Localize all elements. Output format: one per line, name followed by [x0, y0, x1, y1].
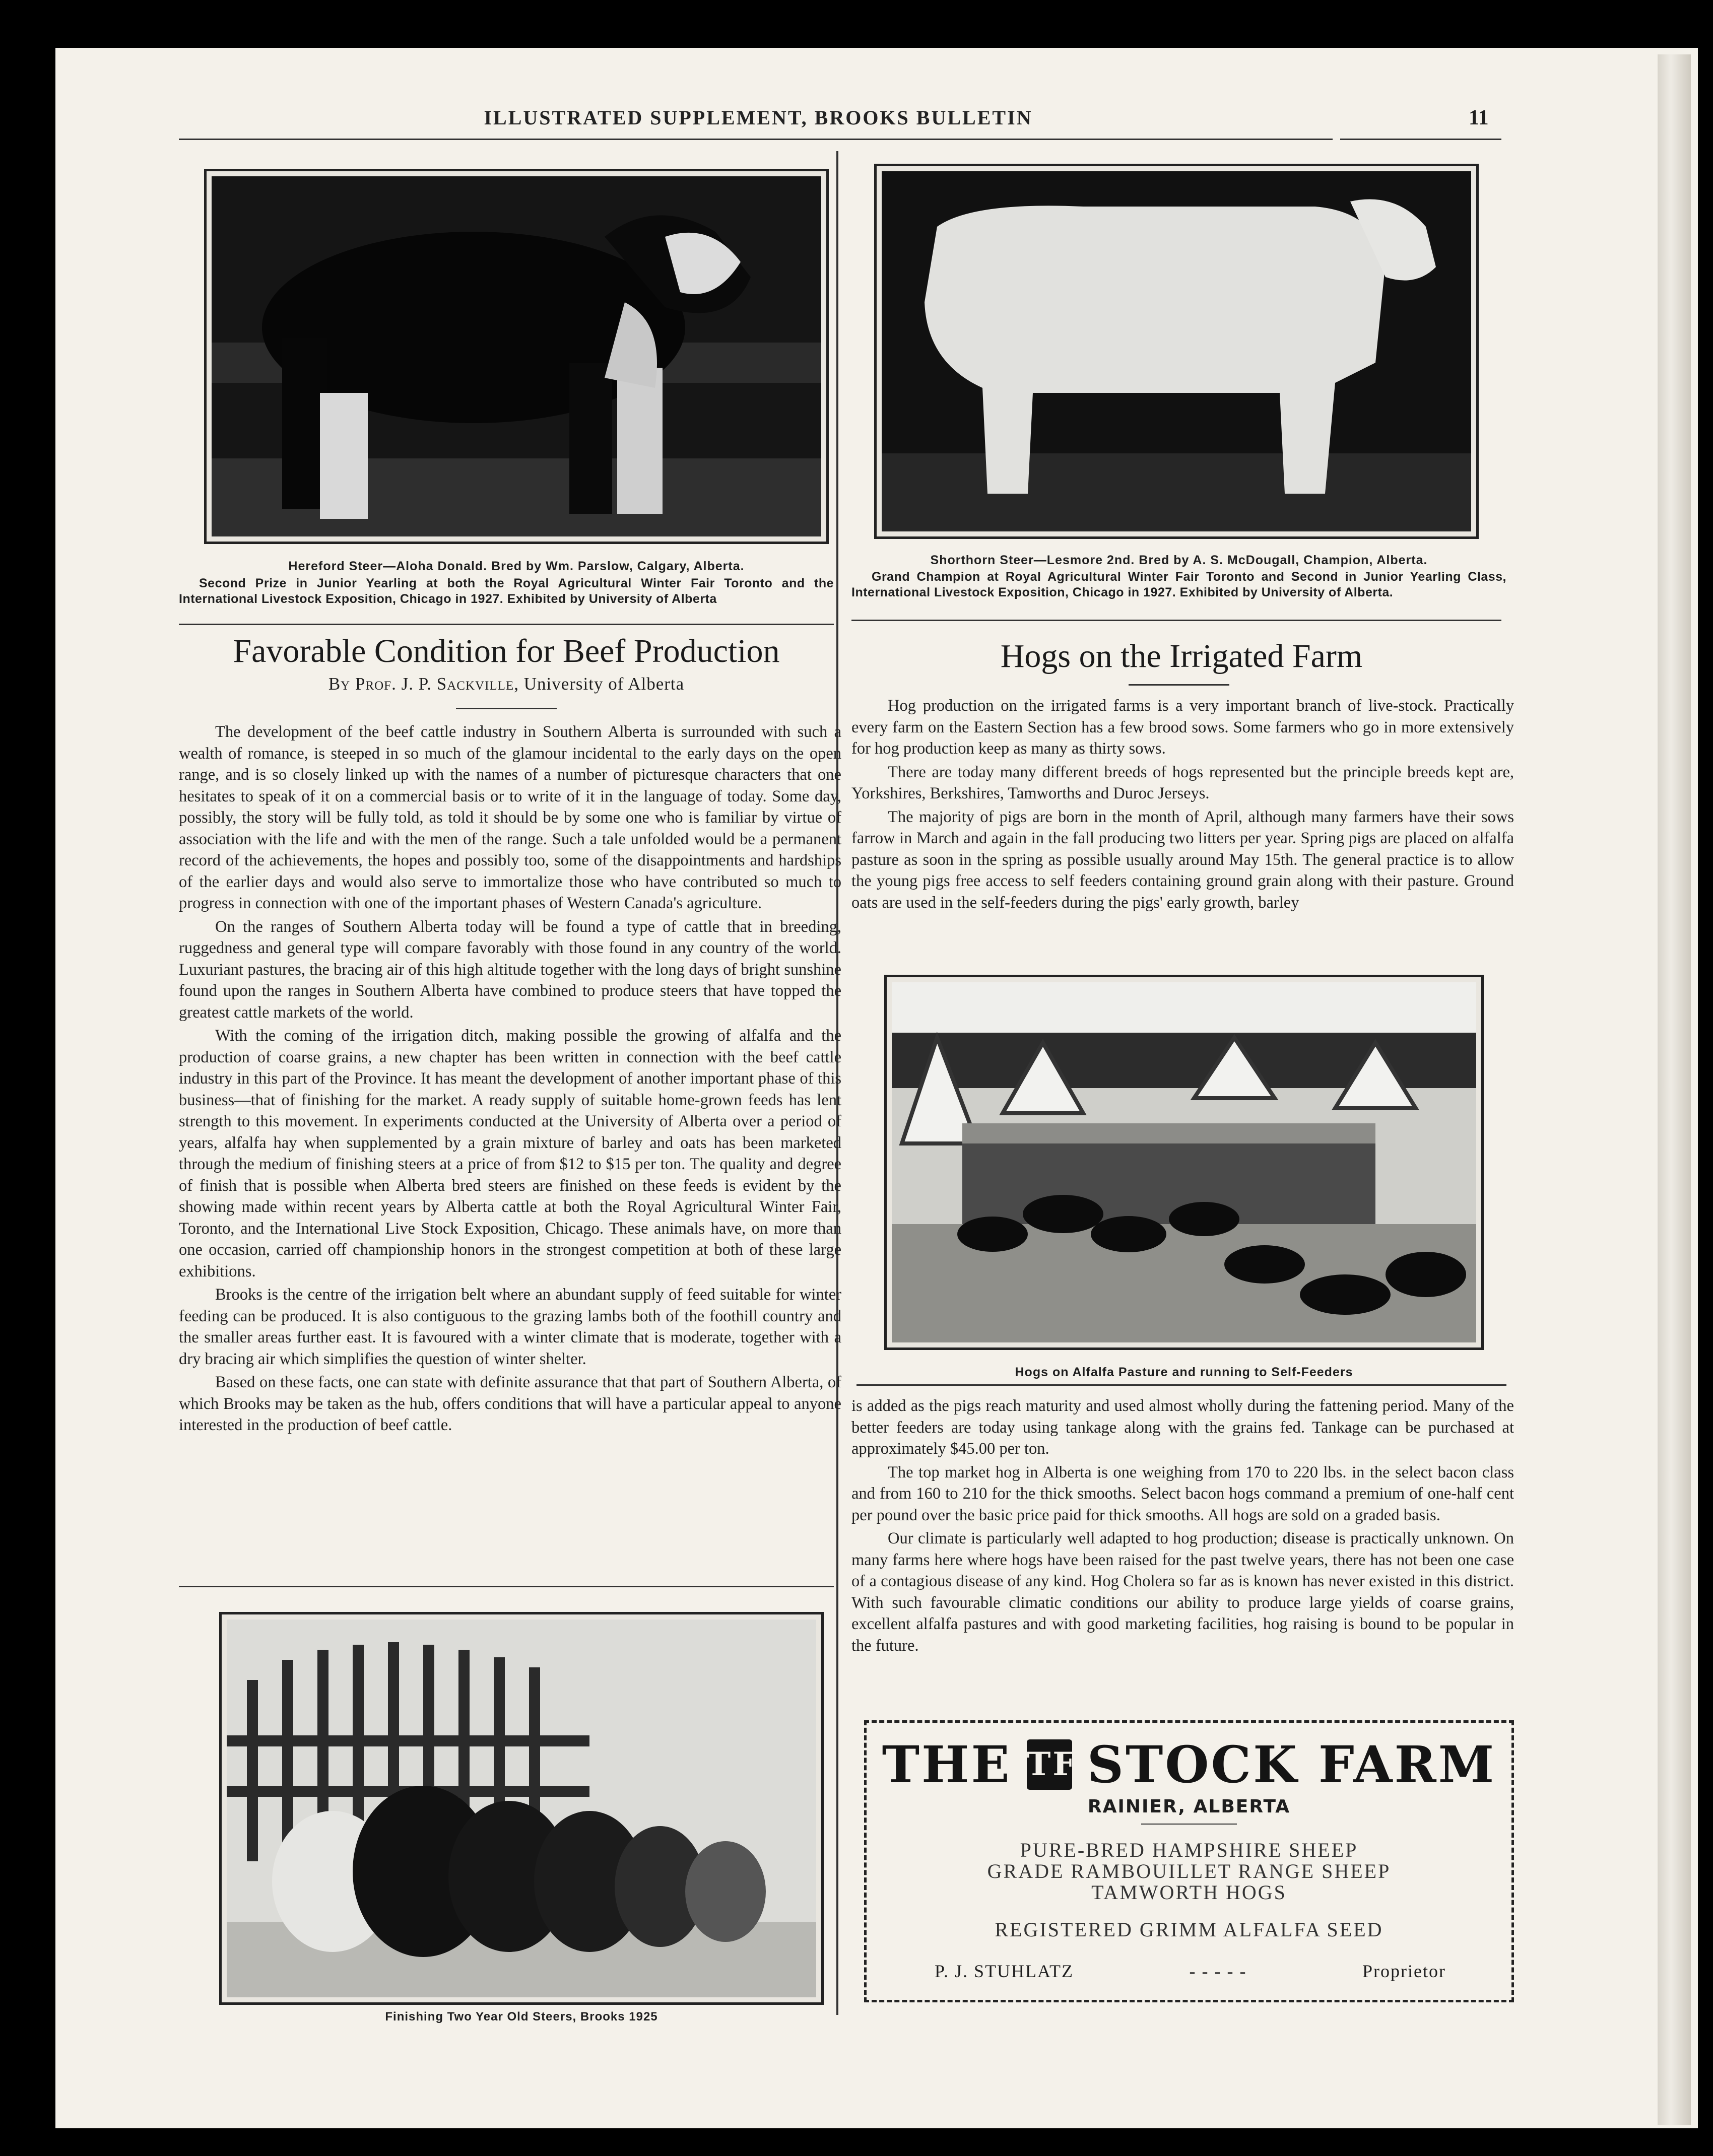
- hog-paragraph-5: The top market hog in Alberta is one weighing from 170 to 220 lbs. in the select bacon class and from 160 to 210 for the thick smooths. Select bacon hogs command a premium of one-half cent per pound over the basic price paid for thick smooths. All hogs are sold on a graded basis.: [851, 1463, 1514, 1524]
- beef-paragraph-2: On the ranges of Southern Alberta today will be found a type of cattle that in breeding, ruggedness and general type will compare favorably with those found in any country of the world. Luxuriant pastures, the bracing air of this high altitude together with the long days of bright sunshine found upon the ranges in Southern Alberta have combined to produce steers that have topped the greatest cattle markets of the world.: [179, 917, 841, 1022]
- ad-title-stock-farm: STOCK FARM: [1087, 1735, 1496, 1794]
- finishing-steers-photo: [219, 1612, 824, 2005]
- header-rule-right: [1340, 139, 1501, 140]
- ad-title: [867, 1735, 1511, 1794]
- hereford-steer-photo: [204, 169, 829, 544]
- header-rule: [179, 139, 1333, 140]
- hogs-pasture-photo: [884, 975, 1484, 1350]
- ad-rule: [1141, 1824, 1237, 1825]
- shorthorn-caption-title: Shorthorn Steer—Lesmore 2nd. Bred by A. S. McDougall, Champion, Alberta.: [930, 553, 1428, 567]
- caption-rule-right: [851, 620, 1501, 621]
- beef-article-byline: [179, 674, 834, 694]
- hereford-steer-image: [212, 176, 821, 536]
- hog-paragraph-6: Our climate is particularly well adapted to hog production; disease is practically unknown. On many farms here where hogs have been raised for the past twelve years, there has not been one case of a contagious disease of any kind. Hog Cholera so far as is known has never existed in this district. With such favourable climatic conditions our ability to produce large yields of coarse grains, excellent alfalfa pastures and with good marketing facilities, hog raising is bound to be popular in the future.: [851, 1529, 1514, 1655]
- hog-paragraph-3: The majority of pigs are born in the month of April, although many farmers have their sows farrow in March and again in the fall producing two litters per year. Spring pigs are placed on alfalfa pasture as soon in the spring as possible usually around May 15th. The general practice is to allow the young pigs free access to self feeders containing ground grain along with their pasture. Ground oats are used in the self-feeders during the pigs' early growth, barley: [851, 807, 1514, 912]
- proprietor-dashes: - - - - -: [1189, 1961, 1247, 1981]
- running-head: ILLUSTRATED SUPPLEMENT, BROOKS BULLETIN: [484, 106, 1033, 129]
- ad-line-3: TAMWORTH HOGS: [1091, 1881, 1287, 1904]
- hog-paragraph-1: Hog production on the irrigated farms is a very important branch of live-stock. Practically every farm on the Eastern Section has a few brood sows. Some farmers who go in more extensively for hog production keep as many as thirty sows.: [851, 697, 1514, 758]
- stock-farm-advertisement: [864, 1720, 1514, 2002]
- hog-paragraph-4: is added as the pigs reach maturity and used almost wholly during the fattening period. Many of the better feeders are today using tankage along with the grains fed. Tankage can be purchased at approximately $45.00 per ton.: [851, 1397, 1514, 1458]
- hereford-caption-text: Second Prize in Junior Yearling at both the Royal Agricultural Winter Fair Toronto and the International Livestock Exposition, Chicago in 1927. Exhibited by University of Alberta: [179, 576, 834, 606]
- shorthorn-steer-image: [882, 171, 1471, 531]
- shorthorn-caption-text: Grand Champion at Royal Agricultural Winter Fair Toronto and Second in Junior Yearling Class, International Livestock Exposition, Chicago in 1927. Exhibited by University of Alberta.: [851, 570, 1506, 599]
- headline-rule-left: [456, 708, 557, 709]
- hogs-pasture-image: [892, 982, 1476, 1342]
- ad-line-1: PURE-BRED HAMPSHIRE SHEEP: [1020, 1839, 1358, 1861]
- hog-article-body-top: [851, 695, 1514, 915]
- article-end-rule: [179, 1586, 834, 1587]
- hog-article-headline: Hogs on the Irrigated Farm: [1000, 638, 1363, 675]
- beef-paragraph-3: With the coming of the irrigation ditch, making possible the growing of alfalfa and the production of coarse grains, a new chapter has been written in connection with the beef cattle industry in this part of the Province. It has meant the development of another important phase of this business—that of finishing for the market. A ready supply of suitable home-grown feeds has lent strength to this movement. In experiments conducted at the University of Alberta over a period of years, alfalfa hay when supplemented by a grain mixture of barley and oats has been marketed through the medium of finishing steers at a price of from $12 to $15 per ton. The quality and degree of finish that is possible when Alberta bred steers are finished on these feeds is evident by the showing made within recent years by Alberta cattle at both the Royal Agricultural Winter Fair, Toronto, and the International Live Stock Exposition, Chicago. These animals have, on more than one occasion, carried off championship honors in the strongest competition at both of these large exhibitions.: [179, 1027, 841, 1281]
- hog-paragraph-2: There are today many different breeds of hogs represented but the principle breeds kept are, Yorkshires, Berkshires, Tamworths and Duroc Jerseys.: [851, 763, 1514, 802]
- brand-mark-icon: TF: [1027, 1739, 1072, 1790]
- byline-affiliation: University of Alberta: [523, 674, 685, 694]
- hog-article-body-bottom: [851, 1395, 1514, 1658]
- beef-article-headline: Favorable Condition for Beef Production: [233, 633, 780, 669]
- steers-caption: Finishing Two Year Old Steers, Brooks 1925: [385, 2010, 658, 2024]
- ad-location: RAINIER, ALBERTA: [1087, 1796, 1291, 1817]
- beef-paragraph-4: Brooks is the centre of the irrigation belt where an abundant supply of feed suitable for winter feeding can be produced. It is also contiguous to the grazing lambs both of the foothill country and the smaller areas further east. It is favoured with a winter climate that is moderate, together with a dry bracing air which simplifies the question of winter shelter.: [179, 1286, 841, 1368]
- proprietor-name: P. J. STUHLATZ: [935, 1961, 1074, 1981]
- ad-proprietor-row: [867, 1961, 1511, 1982]
- beef-paragraph-5: Based on these facts, one can state with definite assurance that that part of Southern Alberta, of which Brooks may be taken as the hub, offers conditions that will have a particular appeal to anyone interested in the production of beef cattle.: [179, 1373, 841, 1434]
- hereford-caption-title: Hereford Steer—Aloha Donald. Bred by Wm. Parslow, Calgary, Alberta.: [288, 559, 745, 573]
- beef-paragraph-1: The development of the beef cattle industry in Southern Alberta is surrounded with such a wealth of romance, is steeped in so much of the glamour incidental to the early days on the open range, and is so closely linked up with the names of a number of picturesque characters that one hesitates to speak of it on a commercial basis or to write of it in the language of today. Some day, possibly, the story will be fully told, as told it should be by some one who is familiar by virtue of association with the life and with the men of the range. Such a tale unfolded would be a permanent record of the achievements, the hopes and possibly too, some of the disappointments and hardships of the earlier days and would also serve to immortalize those who have contributed so much to progress in connection with one of the important phases of Western Canada's agriculture.: [179, 723, 841, 912]
- caption-rule-left: [179, 624, 834, 625]
- hogs-caption-rule: [856, 1384, 1506, 1386]
- ad-line-4: REGISTERED GRIMM ALFALFA SEED: [995, 1918, 1383, 1941]
- proprietor-label: Proprietor: [1362, 1961, 1446, 1981]
- finishing-steers-image: [227, 1620, 816, 1997]
- hogs-caption: Hogs on Alfalfa Pasture and running to Self-Feeders: [1015, 1365, 1353, 1379]
- byline-author: By Prof. J. P. Sackville,: [328, 674, 519, 694]
- page-edge: [1658, 54, 1691, 2125]
- ad-title-the: THE: [882, 1735, 1012, 1794]
- headline-rule-right: [1129, 684, 1229, 686]
- beef-article-body: [179, 721, 841, 1438]
- shorthorn-steer-photo: [874, 164, 1479, 539]
- ad-line-2: GRADE RAMBOUILLET RANGE SHEEP: [987, 1860, 1391, 1882]
- page-number: 11: [1469, 106, 1489, 129]
